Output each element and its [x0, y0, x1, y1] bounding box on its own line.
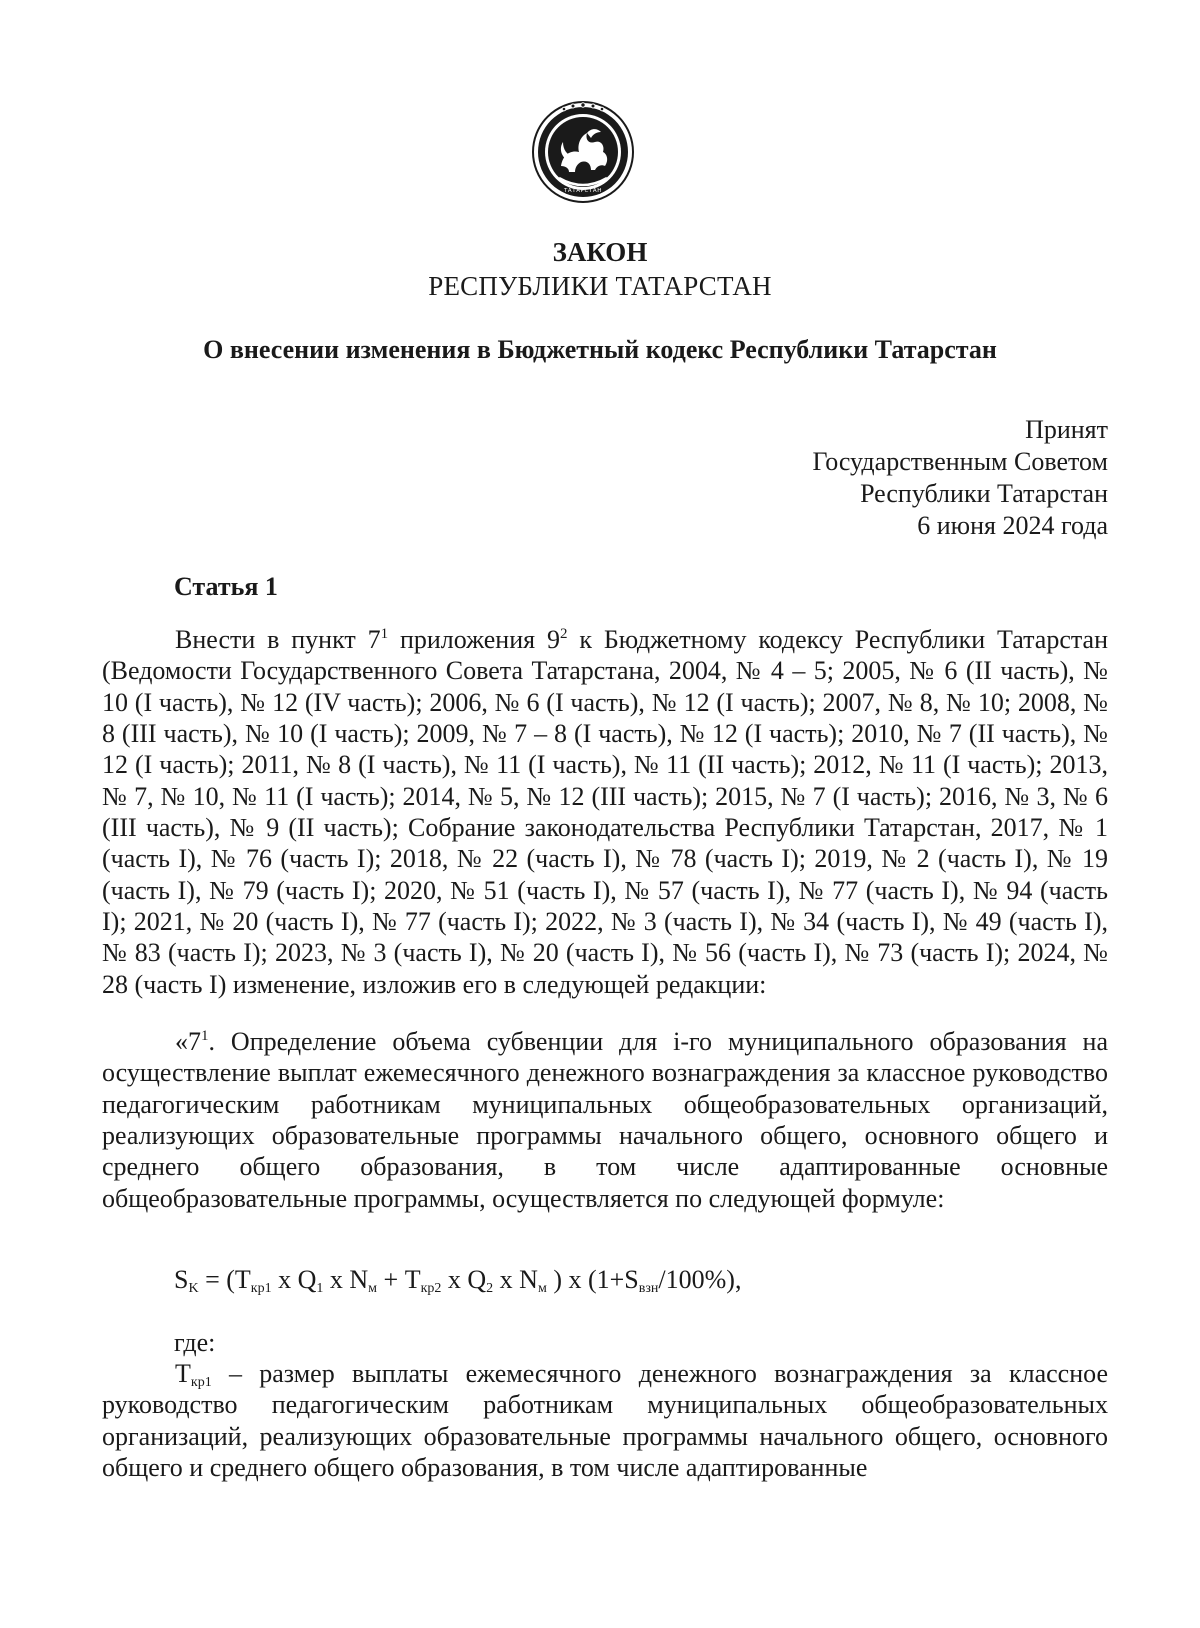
p3-rest: – размер выплаты ежемесячного денежного вознаграждения за классное руководство педагогическим работникам муниципальных общеобразовательных организаций, реализующих образовательные программы начального общего, основного общего и среднего общего образования, в том числе адаптированные [102, 1359, 1108, 1483]
p2-rest: . Определение объема субвенции для i-го муниципального образования на осуществление выплат ежемесячного денежного вознаграждения за классное руководство педагогическим работникам муниципальных общеобразовательных организаций, реализующих образовательные программы начального общего, основного общего и среднего общего образования, в том числе адаптированные основные общеобразовательные программы, осуществляется по следующей формуле: [102, 1027, 1108, 1213]
article-paragraph-3 [102, 1358, 1108, 1483]
p2-sup: 1 [201, 1028, 209, 1044]
adopted-line-3: Республики Татарстан [860, 479, 1108, 508]
adoption-block [508, 414, 1108, 542]
p2-intro: «7 [175, 1027, 201, 1056]
article-paragraph-1 [102, 624, 1108, 1000]
p1-intro: Внести в пункт 7 [175, 625, 381, 654]
adopted-line-2: Государственным Советом [812, 447, 1108, 476]
p1-sup-1: 1 [380, 626, 389, 642]
emblem-text: ТАТАРСТАН [563, 188, 603, 194]
p3-t: T [175, 1359, 191, 1388]
p1-sup-2: 2 [559, 626, 568, 642]
law-title: ЗАКОН [552, 237, 648, 267]
article-paragraph-2 [102, 1026, 1108, 1214]
p1-mid: приложения 9 [388, 625, 560, 654]
adopted-date: 6 июня 2024 года [917, 511, 1108, 540]
p3-t-sub: кр1 [190, 1375, 212, 1390]
where-label: где: [174, 1328, 216, 1357]
law-name: О внесении изменения в Бюджетный кодекс Республики Татарстан [203, 335, 997, 364]
tatarstan-emblem-icon [531, 100, 635, 204]
law-subtitle: РЕСПУБЛИКИ ТАТАРСТАН [428, 271, 772, 301]
article-heading: Статья 1 [174, 572, 278, 601]
adopted-line-1: Принят [1025, 415, 1108, 444]
formula: $S_K = (T_{кр1}$ x $Q_1$ x $N_м + T_{кр2}$ x $Q_2$ x $N_м$ ) x $(1+S_{взн}/100\%)$, [174, 1265, 742, 1296]
p1-rest: к Бюджетному кодексу Республики Татарстан (Ведомости Государственного Совета Татарстана, 2004, № 4 – 5; 2005, № 6 (II часть), № 10 (I часть), № 12 (IV часть); 2006, № 6 (I часть), № 12 (I часть); 2007, № 8, № 10; 2008, № 8 (III часть), № 10 (I часть); 2009, № 7 – 8 (I часть), № 12 (I часть); 2010, № 7 (II часть), № 12 (I часть); 2011, № 8 (I часть), № 11 (I часть), № 11 (II часть); 2012, № 11 (I часть); 2013, № 7, № 10, № 11 (I часть); 2014, № 5, № 12 (III часть); 2015, № 7 (I часть); 2016, № 3, № 6 (III часть), № 9 (II часть); Собрание законодательства Республики Татарстан, 2017, № 1 (часть I), № 76 (часть I); 2018, № 22 (часть I), № 78 (часть I); 2019, № 2 (часть I), № 19 (часть I), № 79 (часть I); 2020, № 51 (часть I), № 57 (часть I), № 77 (часть I), № 94 (часть I); 2021, № 20 (часть I), № 77 (часть I); 2022, № 3 (часть I), № 34 (часть I), № 49 (часть I), № 83 (часть I); 2023, № 3 (часть I), № 20 (часть I), № 56 (часть I), № 73 (часть I); 2024, № 28 (часть I) изменение, изложив его в следующей редакции: [102, 625, 1109, 999]
